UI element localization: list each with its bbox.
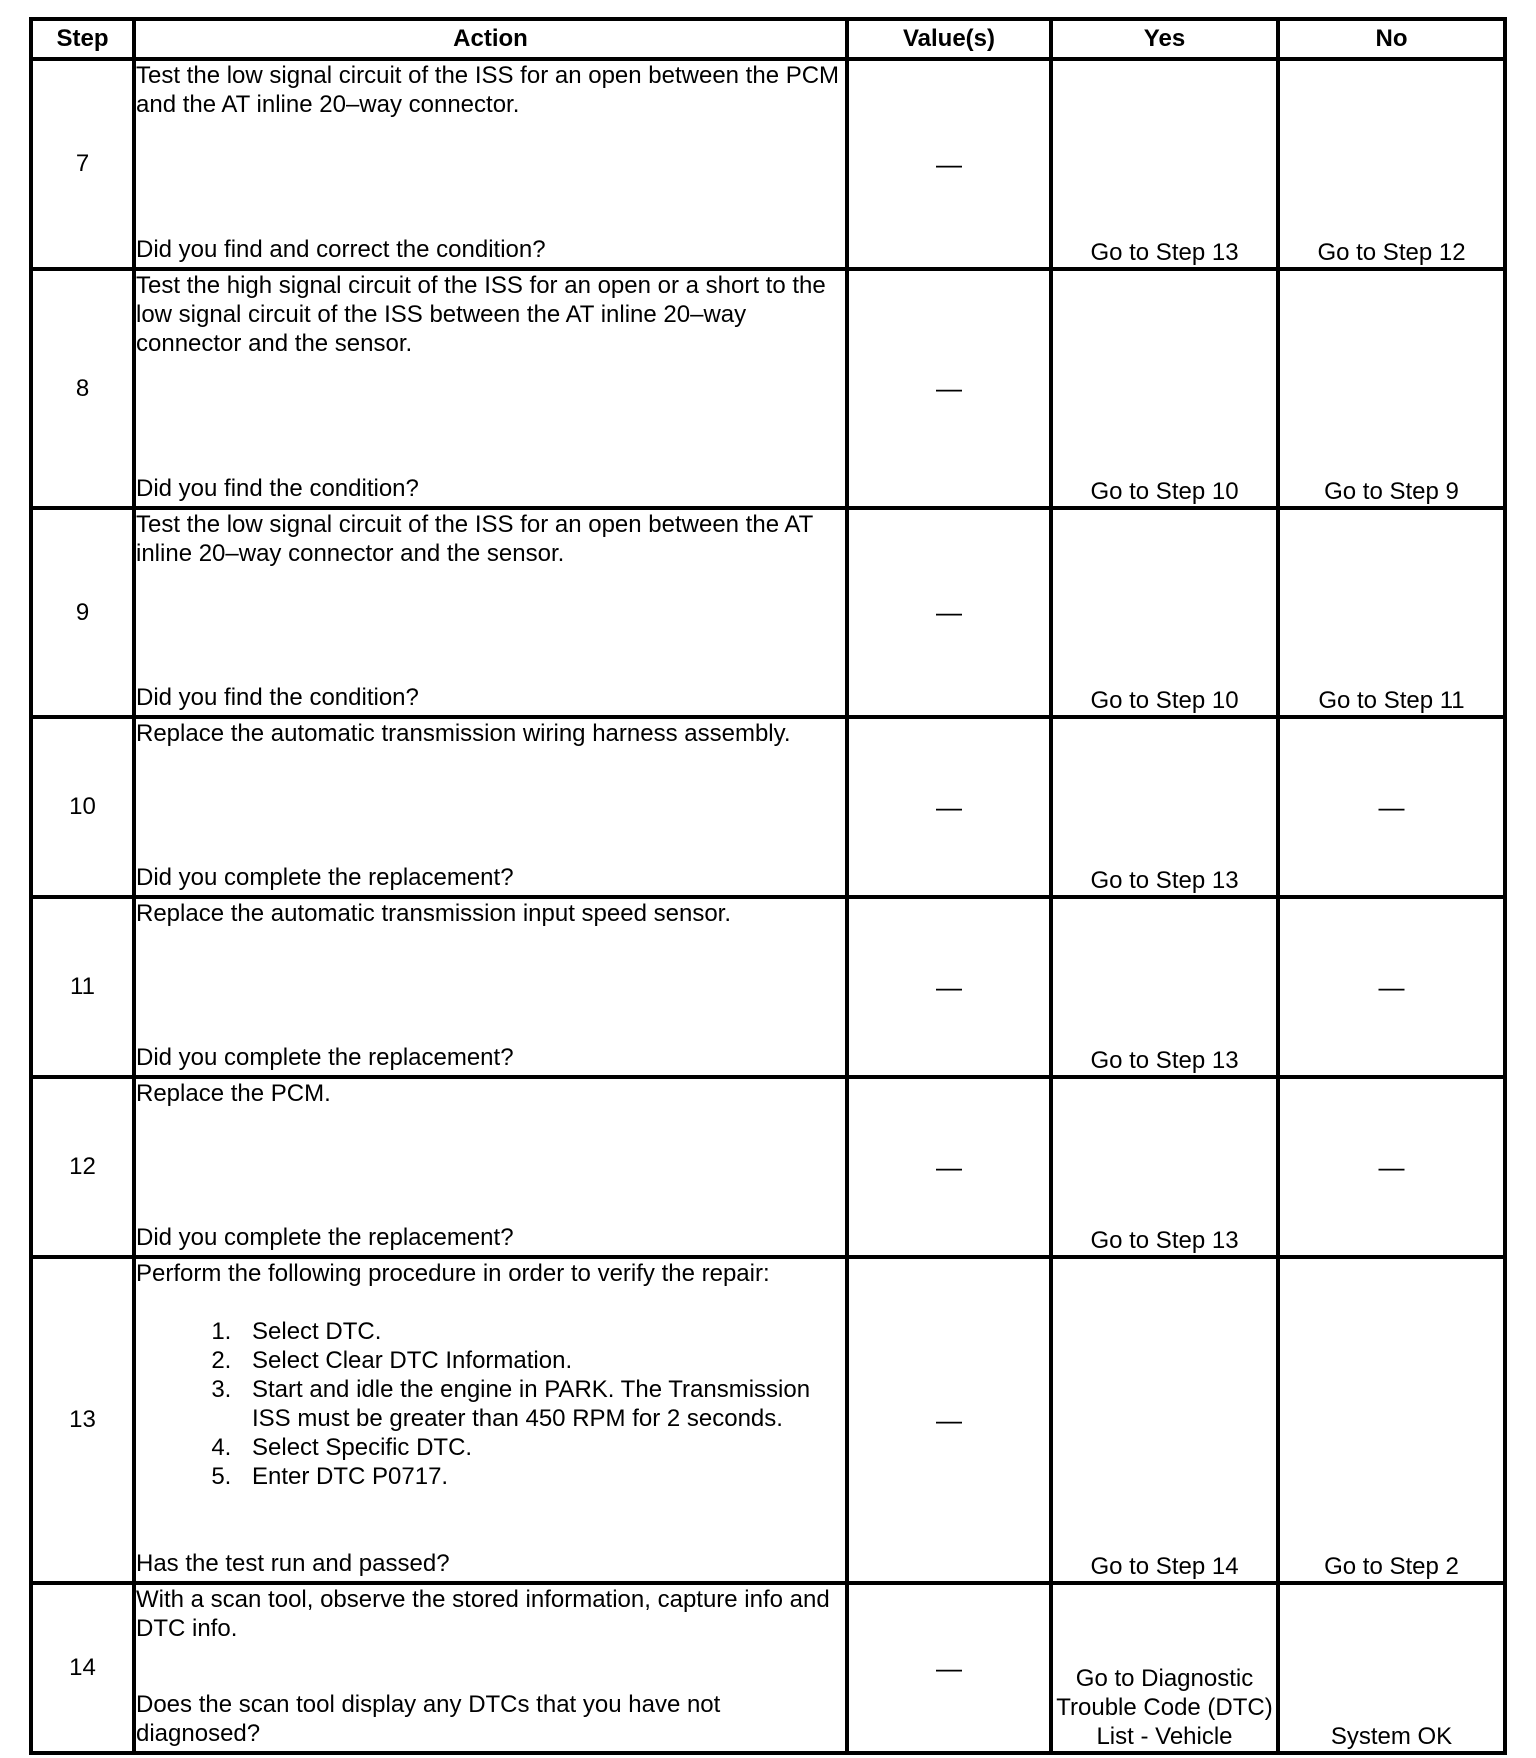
action-question: Did you complete the replacement? (136, 1044, 514, 1071)
value-cell: — (847, 897, 1051, 1077)
header-no: No (1278, 19, 1505, 59)
no-cell: Go to Step 12 (1278, 59, 1505, 269)
action-cell (134, 1257, 847, 1583)
no-cell: — (1278, 897, 1505, 1077)
action-instruction: Replace the PCM. (136, 1080, 331, 1107)
action-cell (134, 1077, 847, 1257)
value-cell: — (847, 1583, 1051, 1753)
no-cell: Go to Step 2 (1278, 1257, 1505, 1583)
yes-cell: Go to Step 13 (1051, 59, 1278, 269)
step-number: 11 (31, 897, 134, 1077)
action-cell (134, 59, 847, 269)
yes-cell: Go to Step 14 (1051, 1257, 1278, 1583)
diagnostic-table (29, 17, 1507, 1755)
action-cell (134, 269, 847, 508)
yes-cell: Go to Step 13 (1051, 897, 1278, 1077)
step-number: 10 (31, 717, 134, 897)
action-question: Does the scan tool display any DTCs that you have not diagnosed? (136, 1691, 721, 1747)
table-row (31, 717, 1505, 897)
action-instruction: Test the high signal circuit of the ISS for an open or a short to the low signal circuit of the ISS between the AT inline 20–way connector and the sensor. (136, 272, 826, 357)
action-instruction: Replace the automatic transmission wiring harness assembly. (136, 720, 791, 747)
procedure-step: 4. Select Specific DTC. (238, 1433, 845, 1462)
yes-cell: Go to Diagnostic Trouble Code (DTC) List - Vehicle (1051, 1583, 1278, 1753)
action-instruction: With a scan tool, observe the stored information, capture info and DTC info. (136, 1586, 830, 1642)
step-number: 9 (31, 508, 134, 717)
action-cell (134, 1583, 847, 1753)
step-number: 12 (31, 1077, 134, 1257)
no-cell: — (1278, 1077, 1505, 1257)
step-number: 8 (31, 269, 134, 508)
value-cell: — (847, 717, 1051, 897)
header-action: Action (134, 19, 847, 59)
procedure-step: 3. Start and idle the engine in PARK. The Transmission ISS must be greater than 450 RPM for 2 seconds. (238, 1375, 845, 1433)
table-row (31, 1077, 1505, 1257)
action-question: Did you complete the replacement? (136, 1224, 514, 1251)
procedure-step: 5. Enter DTC P0717. (238, 1462, 845, 1491)
no-cell: System OK (1278, 1583, 1505, 1753)
procedure-step: 1. Select DTC. (238, 1317, 845, 1346)
action-instruction: Replace the automatic transmission input speed sensor. (136, 900, 731, 927)
action-question: Did you find the condition? (136, 475, 419, 502)
action-question: Did you complete the replacement? (136, 864, 514, 891)
table-row (31, 1583, 1505, 1753)
value-cell: — (847, 59, 1051, 269)
action-cell (134, 717, 847, 897)
table-row (31, 508, 1505, 717)
step-number: 14 (31, 1583, 134, 1753)
action-question: Did you find the condition? (136, 684, 419, 711)
value-cell: — (847, 269, 1051, 508)
action-instruction: Test the low signal circuit of the ISS for an open between the AT inline 20–way connector and the sensor. (136, 511, 813, 567)
procedure-list (136, 1317, 845, 1491)
yes-cell: Go to Step 13 (1051, 1077, 1278, 1257)
value-cell: — (847, 1257, 1051, 1583)
value-cell: — (847, 508, 1051, 717)
header-values: Value(s) (847, 19, 1051, 59)
action-question: Did you find and correct the condition? (136, 236, 546, 263)
step-number: 7 (31, 59, 134, 269)
action-instruction: Test the low signal circuit of the ISS for an open between the PCM and the AT inline 20–way connector. (136, 62, 840, 118)
table-row (31, 897, 1505, 1077)
yes-cell: Go to Step 10 (1051, 508, 1278, 717)
header-step: Step (31, 19, 134, 59)
header-row (31, 19, 1505, 59)
value-cell: — (847, 1077, 1051, 1257)
table-row (31, 59, 1505, 269)
action-cell (134, 897, 847, 1077)
header-yes: Yes (1051, 19, 1278, 59)
yes-cell: Go to Step 13 (1051, 717, 1278, 897)
action-cell (134, 508, 847, 717)
no-cell: Go to Step 11 (1278, 508, 1505, 717)
table-row (31, 1257, 1505, 1583)
step-number: 13 (31, 1257, 134, 1583)
no-cell: — (1278, 717, 1505, 897)
action-question: Has the test run and passed? (136, 1550, 450, 1577)
procedure-step: 2. Select Clear DTC Information. (238, 1346, 845, 1375)
no-cell: Go to Step 9 (1278, 269, 1505, 508)
yes-cell: Go to Step 10 (1051, 269, 1278, 508)
action-instruction: Perform the following procedure in order to verify the repair: (136, 1260, 770, 1287)
table-row (31, 269, 1505, 508)
